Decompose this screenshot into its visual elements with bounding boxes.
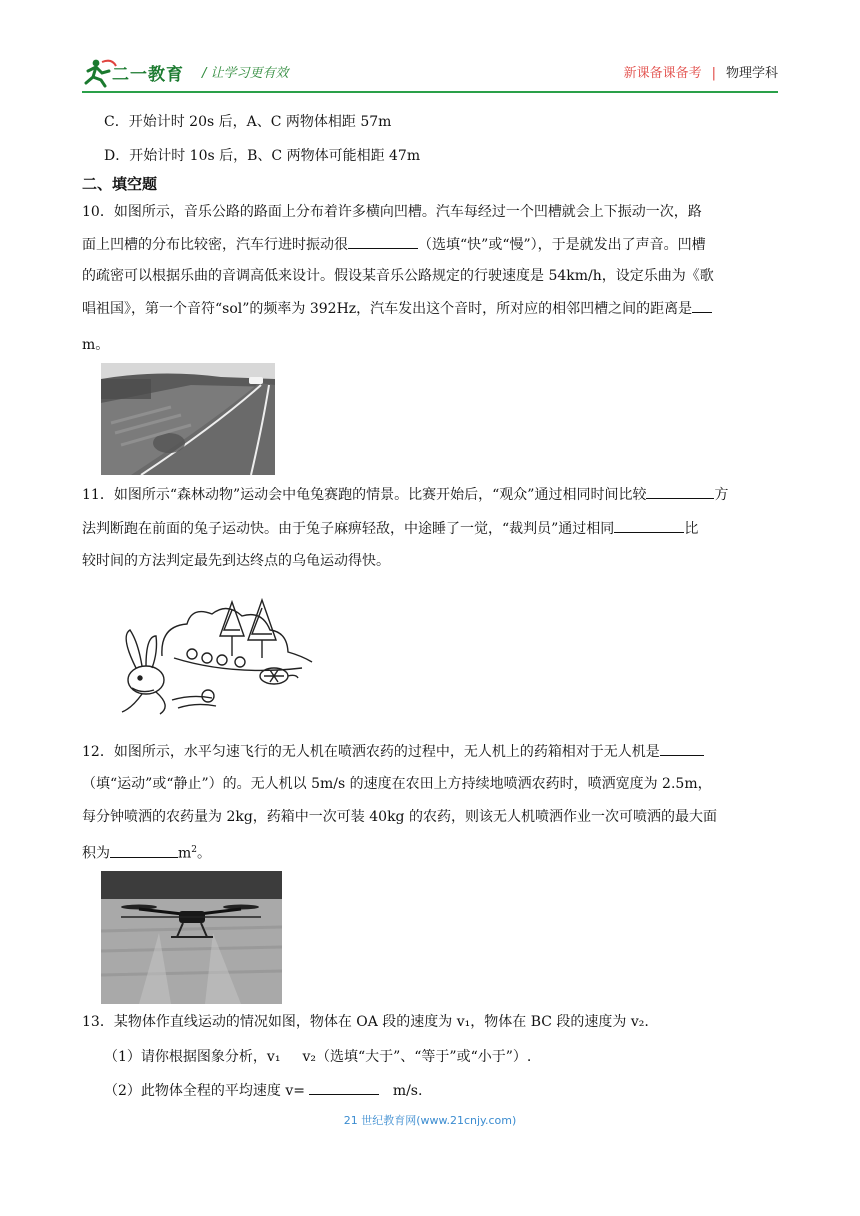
q11-line-1 — [82, 484, 728, 505]
q11-text-b: 方 — [714, 487, 729, 503]
q10-text-a: 面上凹槽的分布比较密，汽车行进时振动很 — [82, 237, 348, 253]
q13-text-a: （1）请你根据图象分析，v₁ — [104, 1049, 281, 1065]
q12-period: 。 — [197, 845, 212, 862]
q11-line-2 — [82, 518, 698, 539]
option-d: D．开始计时 10s 后，B、C 两物体可能相距 47m — [104, 148, 421, 164]
q12-blank-2[interactable] — [110, 843, 178, 858]
q10-line-4 — [82, 298, 712, 319]
music-road-photo — [101, 363, 275, 475]
q13-line-3 — [104, 1080, 422, 1101]
drone-photo — [101, 871, 282, 1004]
q11-blank-1[interactable] — [646, 484, 714, 499]
q12-text-b: 积为 — [82, 845, 110, 862]
q13-blank-1[interactable] — [280, 1047, 302, 1061]
q13-text-d: m/s. — [392, 1083, 423, 1099]
q10-line-1: 10．如图所示，音乐公路的路面上分布着许多横向凹槽。汽车每经过一个凹槽就会上下振动一次，路 — [82, 204, 702, 220]
q11-text-d: 比 — [684, 521, 699, 537]
q12-text-a: 12．如图所示，水平匀速飞行的无人机在喷洒农药的过程中，无人机上的药箱相对于无人机是 — [82, 744, 660, 760]
header-slogan: / 让学习更有效 — [202, 66, 289, 81]
page-header — [82, 56, 778, 90]
section-title: 二、填空题 — [82, 175, 158, 193]
q13-line-1: 13．某物体作直线运动的情况如图，物体在 OA 段的速度为 v₁，物体在 BC 段的速度为 v₂. — [82, 1014, 649, 1030]
logo-text: 二一教育 — [112, 65, 184, 85]
q12-line-1 — [82, 741, 704, 762]
q11-text-c: 法判断跑在前面的兔子运动快。由于兔子麻痹轻敌，中途睡了一觉，“裁判员”通过相同 — [82, 521, 615, 537]
q13-text-c: （2）此物体全程的平均速度 v= — [104, 1083, 305, 1099]
header-tagline: 新课备课备考 — [623, 66, 702, 81]
header-right — [624, 62, 778, 81]
q10-line-2 — [82, 234, 706, 255]
q10-text-b: （选填“快”或“慢”），于是就发出了声音。凹槽 — [418, 237, 706, 253]
q12-line-4 — [82, 840, 211, 864]
q12-line-2: （填“运动”或“静止”）的。无人机以 5m/s 的速度在农田上方持续地喷洒农药时，喷洒宽度为 2.5m， — [82, 776, 712, 792]
header-rule — [82, 91, 778, 93]
header-subject: 物理学科 — [725, 66, 778, 81]
q12-blank-1[interactable] — [660, 741, 704, 756]
q10-blank-1[interactable] — [348, 234, 418, 249]
q11-line-3: 较时间的方法判定最先到达终点的乌龟运动得快。 — [82, 553, 390, 569]
q10-line-5: m。 — [82, 337, 110, 353]
q12-unit: m — [178, 845, 192, 862]
q11-text-a: 11．如图所示“森林动物”运动会中龟兔赛跑的情景。比赛开始后，“观众”通过相同时间比较 — [82, 487, 647, 503]
page-footer: 21 世纪教育网(www.21cnjy.com) — [343, 1114, 517, 1127]
q10-text-c: 唱祖国》，第一个音符“sol”的频率为 392Hz，汽车发出这个音时，所对应的相邻凹槽之间的距离是 — [82, 301, 693, 317]
q10-blank-2[interactable] — [692, 298, 712, 313]
tortoise-hare-drawing — [112, 596, 322, 720]
header-separator: | — [711, 66, 716, 81]
q13-text-b: v₂（选填“大于”、“等于”或“小于”）. — [302, 1049, 532, 1065]
q13-line-2 — [104, 1047, 531, 1067]
option-c: C．开始计时 20s 后，A、C 两物体相距 57m — [104, 114, 392, 130]
q13-blank-2[interactable] — [309, 1080, 379, 1095]
q12-unit-exp: 2 — [191, 845, 198, 855]
q12-line-3: 每分钟喷洒的农药量为 2kg，药箱中一次可装 40kg 的农药，则该无人机喷洒作业一次可喷洒的最大面 — [82, 809, 717, 825]
q10-line-3: 的疏密可以根据乐曲的音调高低来设计。假设某音乐公路规定的行驶速度是 54km/h，设定乐曲为《歌 — [82, 268, 714, 284]
q11-blank-2[interactable] — [614, 518, 684, 533]
